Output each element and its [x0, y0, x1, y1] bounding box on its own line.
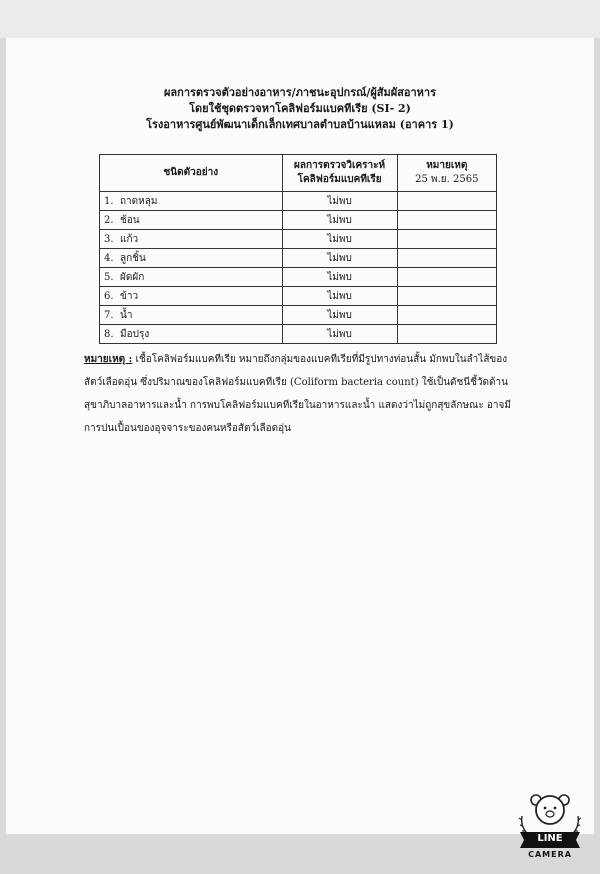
- sample-cell: [100, 268, 283, 287]
- sample-cell: [100, 249, 283, 268]
- result-cell: ไม่พบ: [282, 325, 397, 344]
- table-row: [100, 287, 497, 306]
- sample-number: 3.: [104, 233, 114, 245]
- table-row: [100, 211, 497, 230]
- note-cell: [397, 268, 496, 287]
- results-table: [99, 154, 497, 344]
- sample-name: ลูกชิ้น: [120, 252, 146, 264]
- document-title-line2: โดยใช้ชุดตรวจหาโคลิฟอร์มแบคทีเรีย (SI- 2): [189, 102, 411, 115]
- header-analysis-result: [282, 155, 397, 192]
- header-remarks: [397, 155, 496, 192]
- header-note-date: 25 พ.ย. 2565: [415, 174, 479, 185]
- result-cell: ไม่พบ: [282, 211, 397, 230]
- result-cell: ไม่พบ: [282, 230, 397, 249]
- header-note-line1: หมายเหตุ: [426, 160, 468, 171]
- table-row: [100, 306, 497, 325]
- note-cell: [397, 230, 496, 249]
- sample-number: 6.: [104, 290, 114, 302]
- note-cell: [397, 306, 496, 325]
- sample-name: ถาดหลุม: [120, 195, 158, 207]
- remarks-text: เชื้อโคลิฟอร์มแบคทีเรีย หมายถึงกลุ่มของแบคทีเรียที่มีรูปทางท่อนสั้น มักพบในลำไส้ของสัตว์เลือดอุ่น ซึ่งปริมาณของโคลิฟอร์มแบคทีเรีย (Coliform bacteria count) ใช้เป็นดัชนีชี้วัดด้านสุขาภิบาลอาหารและน้ำ การพบโคลิฟอร์มแบคทีเรียในอาหารและน้ำ แสดงว่าไม่ถูกสุขลักษณะ อาจมีการปนเปื้อนของอุจจาระของคนหรือสัตว์เลือดอุ่น: [84, 354, 511, 434]
- sample-name: ช้อน: [120, 214, 140, 226]
- result-cell: ไม่พบ: [282, 249, 397, 268]
- line-camera-watermark: [514, 786, 586, 870]
- top-bar: [0, 0, 600, 38]
- sample-cell: [100, 325, 283, 344]
- remarks-label: หมายเหตุ :: [84, 354, 133, 365]
- header-result-line1: ผลการตรวจวิเคราะห์: [294, 160, 386, 171]
- table-row: [100, 249, 497, 268]
- note-cell: [397, 192, 496, 211]
- header-result-line2: โคลิฟอร์มแบคทีเรีย: [297, 174, 382, 185]
- sample-name: แก้ว: [120, 233, 139, 245]
- document-title-line3: โรงอาหารศูนย์พัฒนาเด็กเล็กเทศบาลตำบลบ้านแหลม (อาคาร 1): [146, 118, 454, 131]
- sample-cell: [100, 192, 283, 211]
- table-row: [100, 325, 497, 344]
- sample-name: มือปรุง: [120, 328, 150, 340]
- sample-name: ข้าว: [120, 290, 139, 302]
- sample-number: 5.: [104, 271, 114, 283]
- watermark-line-text: LINE: [537, 833, 563, 844]
- document-page: [6, 38, 594, 859]
- note-cell: [397, 287, 496, 306]
- note-cell: [397, 211, 496, 230]
- sample-number: 4.: [104, 252, 114, 264]
- result-cell: ไม่พบ: [282, 287, 397, 306]
- sample-number: 7.: [104, 309, 114, 321]
- sample-cell: [100, 230, 283, 249]
- result-cell: ไม่พบ: [282, 268, 397, 287]
- sample-name: ผัดผัก: [120, 271, 145, 283]
- result-cell: ไม่พบ: [282, 306, 397, 325]
- table-row: [100, 192, 497, 211]
- result-cell: ไม่พบ: [282, 192, 397, 211]
- watermark-camera-text: CAMERA: [528, 850, 572, 859]
- sample-cell: [100, 306, 283, 325]
- sample-cell: [100, 287, 283, 306]
- note-cell: [397, 325, 496, 344]
- table-row: [100, 230, 497, 249]
- note-cell: [397, 249, 496, 268]
- remarks-paragraph: [84, 348, 524, 440]
- sample-number: 2.: [104, 214, 114, 226]
- sample-number: 8.: [104, 328, 114, 340]
- sample-number: 1.: [104, 195, 114, 207]
- sample-name: น้ำ: [120, 309, 133, 321]
- document-title-line1: ผลการตรวจตัวอย่างอาหาร/ภาชนะอุปกรณ์/ผู้สัมผัสอาหาร: [163, 86, 437, 99]
- table-header-row: [100, 155, 497, 192]
- sample-cell: [100, 211, 283, 230]
- header-sample-type: ชนิดตัวอย่าง: [100, 155, 283, 192]
- table-row: [100, 268, 497, 287]
